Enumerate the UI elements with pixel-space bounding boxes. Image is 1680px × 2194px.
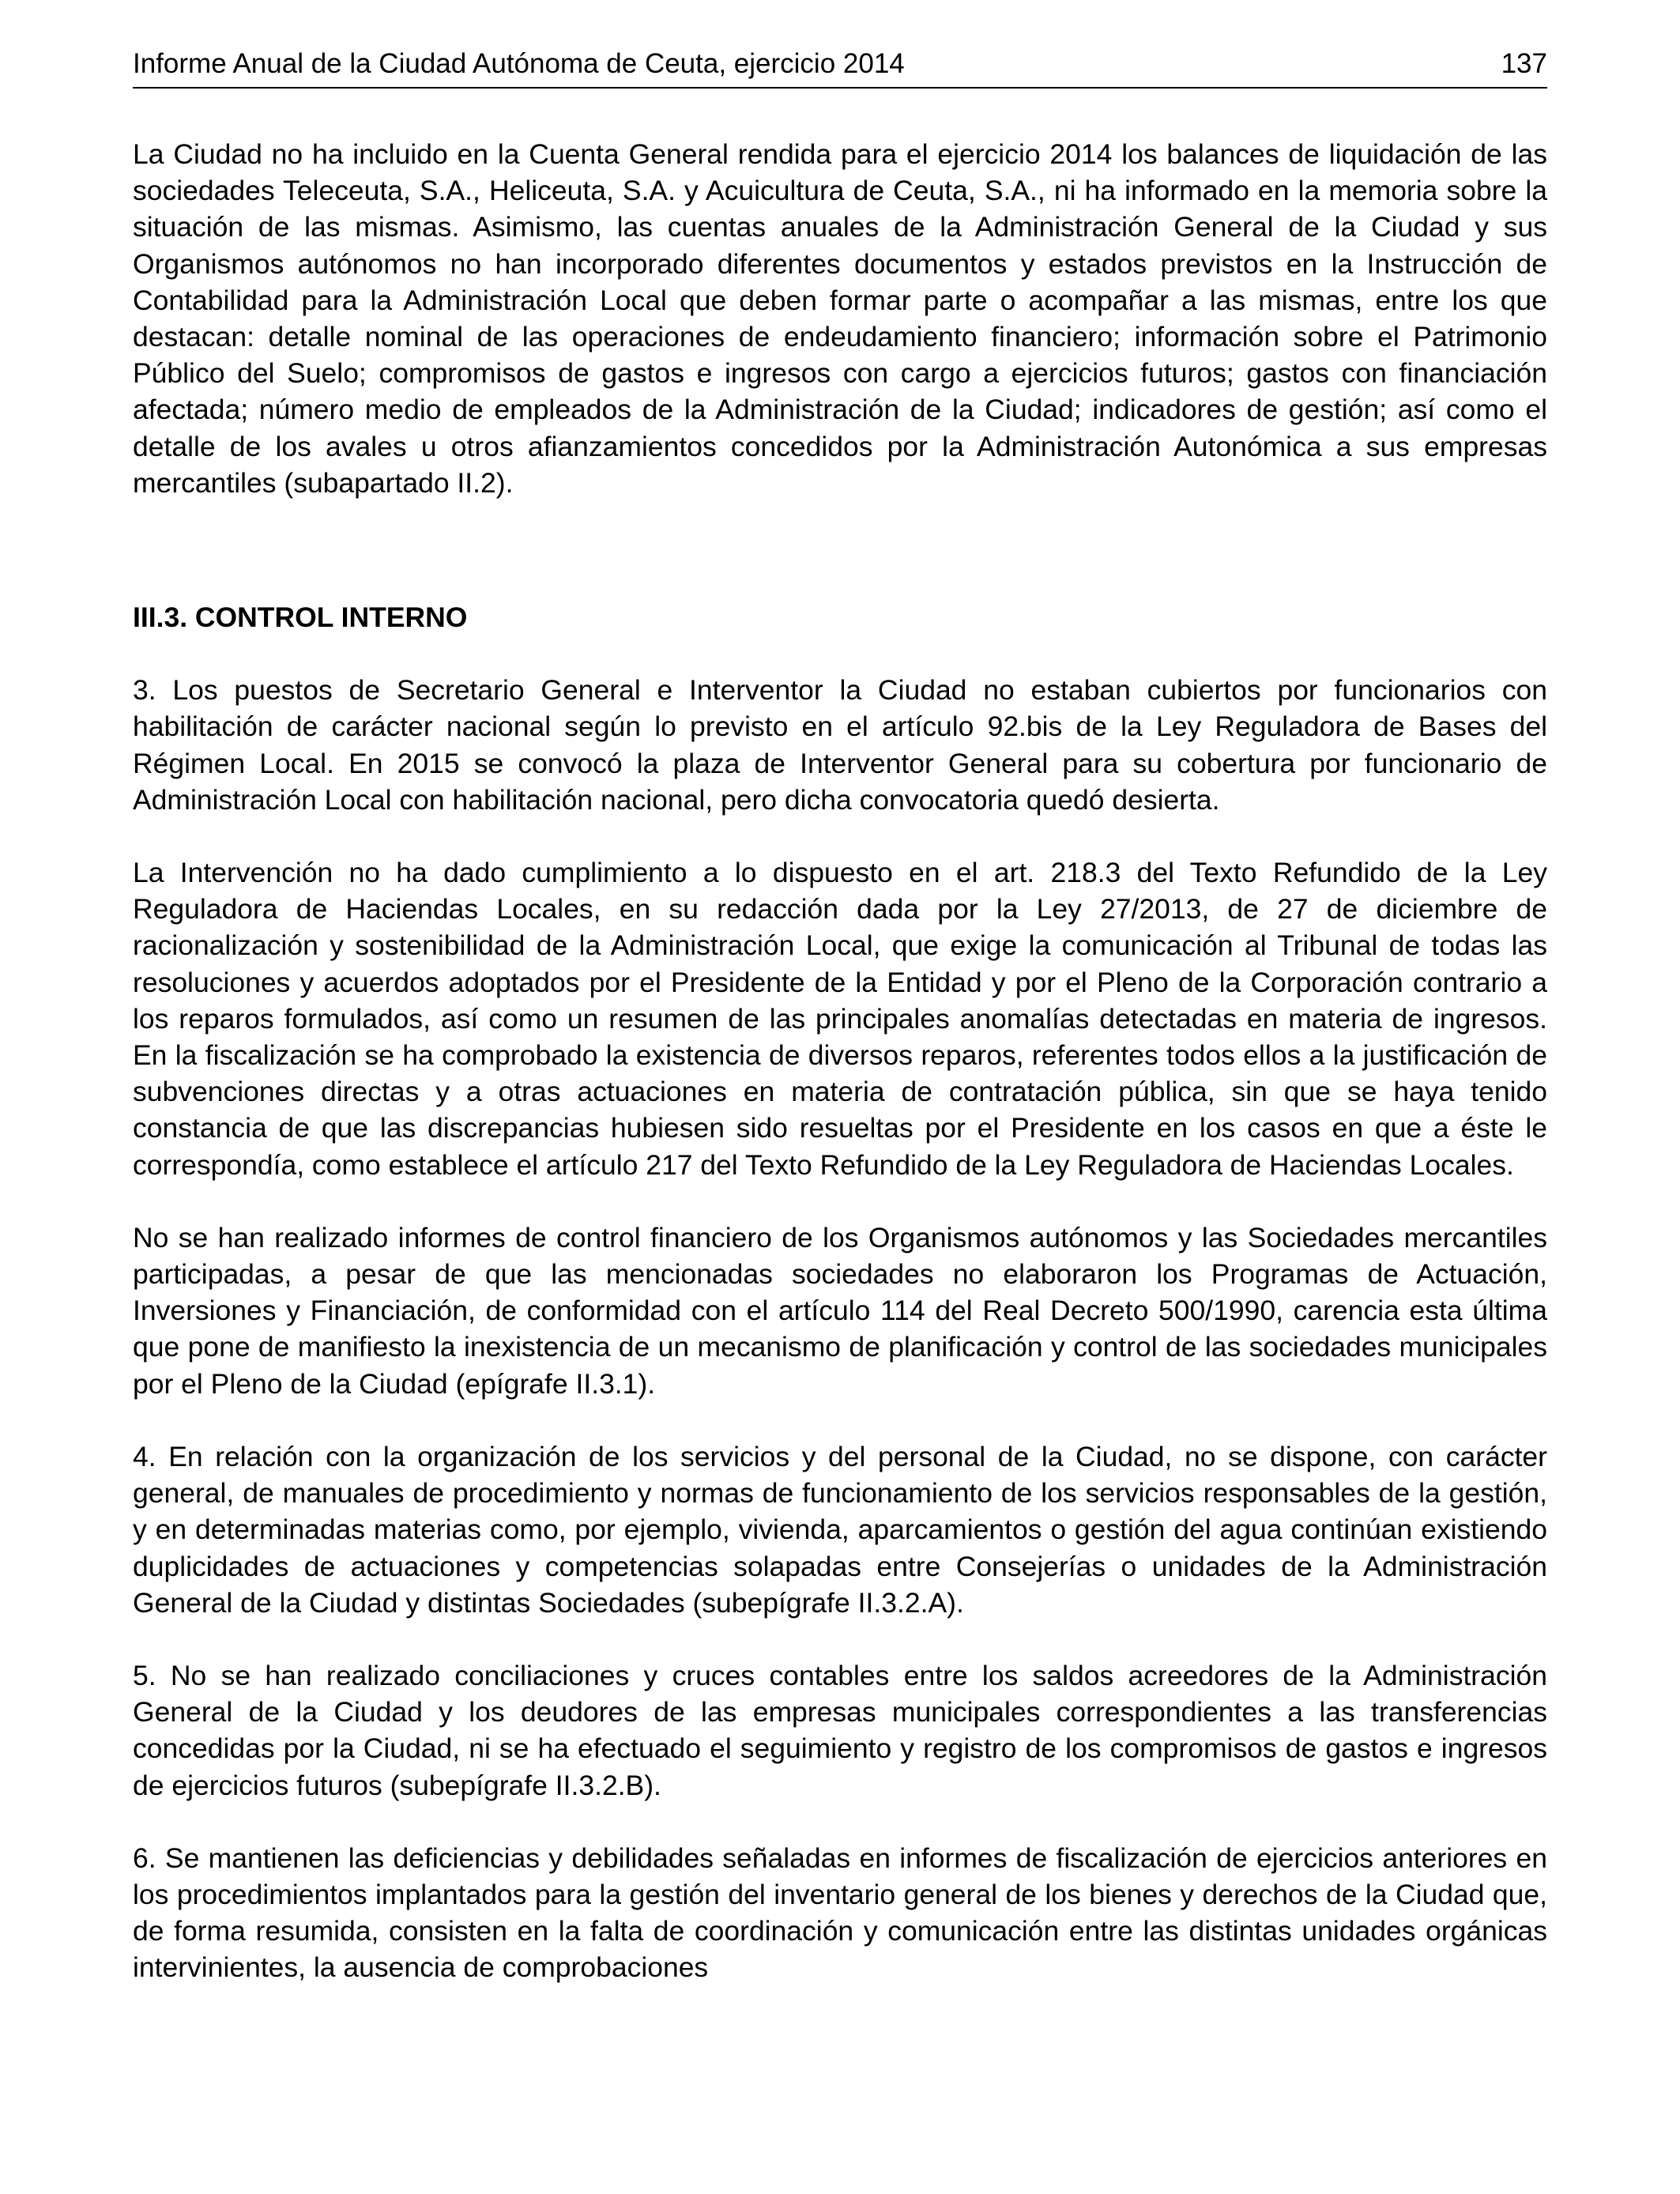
paragraph-cuenta-general: La Ciudad no ha incluido en la Cuenta General rendida para el ejercicio 2014 los balances de liquidación de las sociedades Teleceuta, S.A., Heliceuta, S.A. y Acuicultura de Ceuta, S.A., ni ha informado en la memoria sobre la situación de las mismas. Asimismo, las cuentas anuales de la Administración General de la Ciudad y sus Organismos autónomos no han incorporado diferentes documentos y estados previstos en la Instrucción de Contabilidad para la Administración Local que deben formar parte o acompañar a las mismas, entre los que destacan: detalle nominal de las operaciones de endeudamiento financiero; información sobre el Patrimonio Público del Suelo; compromisos de gastos e ingresos con cargo a ejercicios futuros; gastos con financiación afectada; número medio de empleados de la Administración de la Ciudad; indicadores de gestión; así como el detalle de los avales u otros afianzamientos concedidos por la Administración Autonómica a sus empresas mercantiles (subapartado II.2). (133, 138, 1547, 499)
paragraph-4-organizacion: 4. En relación con la organización de los servicios y del personal de la Ciudad, no se dispone, con carácter general, de manuales de procedimiento y normas de funcionamiento de los servicios responsables de la gestión, y en determinadas materias como, por ejemplo, vivienda, aparcamientos o gestión del agua continúan existiendo duplicidades de actuaciones y competencias solapadas entre Consejerías o unidades de la Administración General de la Ciudad y distintas Sociedades (subepígrafe II.3.2.A). (133, 1440, 1547, 1619)
document-page (133, 47, 1547, 1986)
header-title: Informe Anual de la Ciudad Autónoma de Ceuta, ejercicio 2014 (133, 48, 905, 79)
paragraph-control-financiero: No se han realizado informes de control financiero de los Organismos autónomos y las Sociedades mercantiles participadas, a pesar de que las mencionadas sociedades no elaboraron los Programas de Actuación, Inversiones y Financiación, de conformidad con el artículo 114 del Real Decreto 500/1990, carencia esta última que pone de manifiesto la inexistencia de un mecanismo de planificación y control de las sociedades municipales por el Pleno de la Ciudad (epígrafe II.3.1). (133, 1221, 1547, 1400)
paragraph-intervencion: La Intervención no ha dado cumplimiento a lo dispuesto en el art. 218.3 del Texto Refundido de la Ley Reguladora de Haciendas Locales, en su redacción dada por la Ley 27/2013, de 27 de diciembre de racionalización y sostenibilidad de la Administración Local, que exige la comunicación al Tribunal de todas las resoluciones y acuerdos adoptados por el Presidente de la Entidad y por el Pleno de la Corporación contrario a los reparos formulados, así como un resumen de las principales anomalías detectadas en materia de ingresos. En la fiscalización se ha comprobado la existencia de diversos reparos, referentes todos ellos a la justificación de subvenciones directas y a otras actuaciones en materia de contratación pública, sin que se haya tenido constancia de que las discrepancias hubiesen sido resueltas por el Presidente en los casos en que a éste le correspondía, como establece el artículo 217 del Texto Refundido de la Ley Reguladora de Haciendas Locales. (133, 857, 1547, 1181)
paragraph-5-conciliaciones: 5. No se han realizado conciliaciones y cruces contables entre los saldos acreedores de la Administración General de la Ciudad y los deudores de las empresas municipales correspondientes a las transferencias concedidas por la Ciudad, ni se ha efectuado el seguimiento y registro de los compromisos de gastos e ingresos de ejercicios futuros (subepígrafe II.3.2.B). (133, 1659, 1547, 1801)
page-header (133, 47, 1547, 89)
paragraph-3-puestos: 3. Los puestos de Secretario General e Interventor la Ciudad no estaban cubiertos por funcionarios con habilitación de carácter nacional según lo previsto en el artículo 92.bis de la Ley Reguladora de Bases del Régimen Local. En 2015 se convocó la plaza de Interventor General para su cobertura por funcionario de Administración Local con habilitación nacional, pero dicha convocatoria quedó desierta. (133, 674, 1547, 816)
page-number: 137 (1501, 48, 1547, 79)
paragraph-6-inventario: 6. Se mantienen las deficiencias y debilidades señaladas en informes de fiscalización de ejercicios anteriores en los procedimientos implantados para la gestión del inventario general de los bienes y derechos de la Ciudad que, de forma resumida, consisten en la falta de coordinación y comunicación entre las distintas unidades orgánicas intervinientes, la ausencia de comprobaciones (133, 1842, 1547, 1984)
document-body (133, 136, 1547, 1986)
section-heading: III.3. CONTROL INTERNO (133, 601, 468, 634)
